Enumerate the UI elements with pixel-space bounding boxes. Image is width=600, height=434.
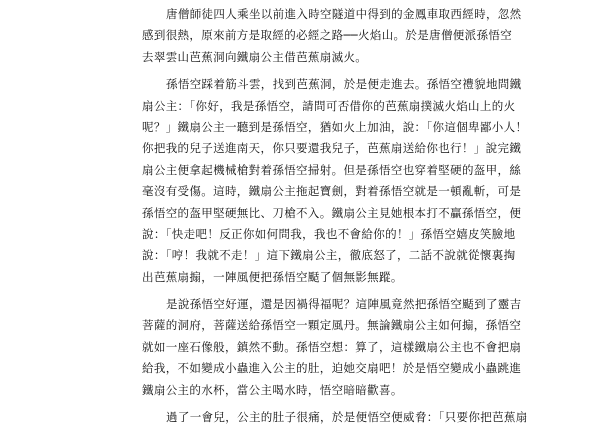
text-line: 過了一會兒，公主的肚子很痛，於是便悟空便威脅：「只要你把芭蕉扇 [166, 410, 528, 425]
text-line: 說：「哼！我就不走！」這下鐵扇公主，徹底怒了，二話不說就從懷裏掏 [142, 248, 516, 263]
paragraph-3 [142, 294, 522, 401]
text-line: 感到很熱，原來前方是取經的必經之路──火焰山。於是唐僧便派孫悟空 [142, 28, 513, 43]
text-line: 菩薩的洞府，菩薩送給孫悟空一顆定風丹。無論鐵扇公主如何搧，孫悟空 [142, 318, 522, 333]
text-line: 呢？」鐵扇公主一聽到是孫悟空，猶如火上加油，說：「你這個卑鄙小人！ [142, 119, 528, 134]
text-line: 毫沒有受傷。這時，鐵扇公主拖起寶劍，對着孫悟空就是一頓亂斬，可是 [142, 184, 522, 199]
text-line: 扇公主：「你好，我是孫悟空，請問可否借你的芭蕉扇撲滅火焰山上的火 [142, 98, 516, 113]
paragraph-1 [142, 4, 522, 68]
text-line: 是說孫悟空好運，還是因禍得福呢？這陣風竟然把孫悟空颳到了靈吉 [166, 297, 522, 312]
paragraph-4 [142, 407, 528, 428]
text-line: 就如一座石像般，鎮然不動。孫悟空想：算了，這樣鐵扇公主也不會把扇 [142, 339, 522, 354]
text-line: 扇公主便拿起機械槍對着孫悟空掃射。但是孫悟空也穿着堅硬的盔甲，絲 [142, 162, 522, 177]
text-line: 孫悟空的盔甲堅硬無比、刀槍不入。鐵扇公主見她根本打不贏孫悟空，便 [142, 205, 522, 220]
text-line: 出芭蕉扇搧，一陣風便把孫悟空颳了個無影無蹤。 [142, 269, 403, 284]
text-line: 去翠雲山芭蕉洞向鐵扇公主借芭蕉扇滅火。 [142, 49, 368, 64]
text-line: 說：「快走吧！反正你如何問我，我也不會給你的！」孫悟空嬉皮笑臉地 [142, 226, 516, 241]
text-line: 鐵扇公主的水杯，當公主喝水時，悟空暗暗歡喜。 [142, 382, 403, 397]
text-line: 你把我的兒子送進南天，你只要還我兒子，芭蕉扇送給你也行！」說完鐵 [142, 141, 522, 156]
story-text-column [142, 4, 528, 434]
text-line: 孫悟空踩着筋斗雲，找到芭蕉洞，於是便走進去。孫悟空禮貌地問鐵 [166, 77, 522, 92]
text-line: 唐僧師徒四人乘坐以前進入時空隧道中得到的金鳳車取西經時，忽然 [166, 7, 522, 21]
paragraph-2 [142, 74, 528, 288]
text-line: 給我，不如變成小蟲進入公主的肚，迫她交扇吧！於是悟空變成小蟲跳進 [142, 361, 522, 376]
